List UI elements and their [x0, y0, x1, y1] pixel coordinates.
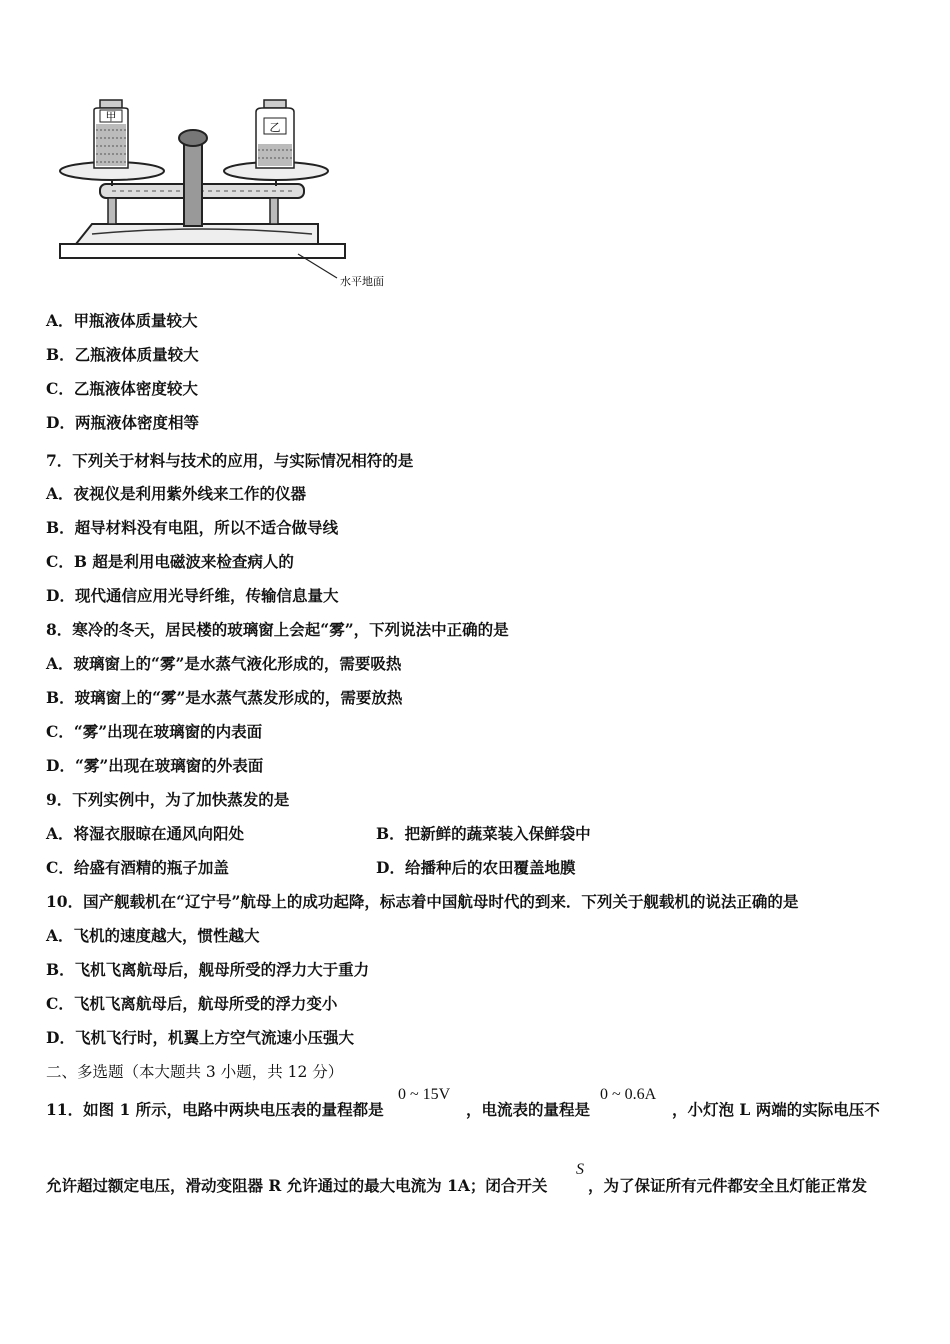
ground-label: 水平地面 — [340, 275, 384, 288]
q6-option-c: C．乙瓶液体密度较大 — [46, 379, 198, 398]
left-bottle — [94, 100, 128, 168]
q7-stem: 7．下列关于材料与技术的应用，与实际情况相符的是 — [46, 451, 414, 470]
q9-stem: 9．下列实例中，为了加快蒸发的是 — [46, 790, 290, 809]
q11-switch-symbol: S — [576, 1161, 584, 1178]
q10-stem: 10．国产舰载机在“辽宁号”航母上的成功起降，标志着中国航母时代的到来．下列关于舰载机的说法正确的是 — [46, 892, 799, 911]
q8-option-a: A．玻璃窗上的“雾”是水蒸气液化形成的，需要吸热 — [46, 654, 402, 673]
q11-voltage-range: 0 ~ 15V — [398, 1086, 451, 1103]
q8-stem: 8．寒冷的冬天，居民楼的玻璃窗上会起“雾”，下列说法中正确的是 — [46, 620, 509, 639]
ground-slab — [60, 244, 345, 258]
q11-current-range: 0 ~ 0.6A — [600, 1086, 657, 1103]
q9-option-a: A．将湿衣服晾在通风向阳处 — [46, 824, 245, 843]
q7-option-b: B．超导材料没有电阻，所以不适合做导线 — [46, 518, 339, 537]
q9-option-d: D．给播种后的农田覆盖地膜 — [376, 858, 576, 877]
q8-option-c: C．“雾”出现在玻璃窗的内表面 — [46, 722, 263, 741]
q6-option-a: A．甲瓶液体质量较大 — [46, 311, 198, 330]
q10-option-d: D．飞机飞行时，机翼上方空气流速小压强大 — [46, 1028, 354, 1047]
q9-option-c: C．给盛有酒精的瓶子加盖 — [46, 858, 229, 877]
q11-part3: ，小灯泡 L 两端的实际电压不 — [672, 1100, 880, 1119]
balance-pillar — [184, 141, 202, 226]
q7-option-d: D．现代通信应用光导纤维，传输信息量大 — [46, 586, 339, 605]
q8-option-b: B．玻璃窗上的“雾”是水蒸气蒸发形成的，需要放热 — [46, 688, 403, 707]
q11-line2-part2: ，为了保证所有元件都安全且灯能正常发 — [588, 1176, 868, 1195]
left-bottle-label: 甲 — [105, 110, 117, 123]
q10-option-c: C．飞机飞离航母后，航母所受的浮力变小 — [46, 994, 338, 1013]
right-bottle-label: 乙 — [269, 121, 281, 134]
section-heading: 二、多选题（本大题共 3 小题，共 12 分） — [46, 1063, 344, 1081]
q10-option-b: B．飞机飞离航母后，舰母所受的浮力大于重力 — [46, 960, 370, 979]
q8-option-d: D．“雾”出现在玻璃窗的外表面 — [46, 756, 264, 775]
right-bottle — [256, 100, 294, 168]
q7-option-c: C．B 超是利用电磁波来检查病人的 — [46, 552, 294, 571]
q6-option-b: B．乙瓶液体质量较大 — [46, 345, 199, 364]
balance-figure — [52, 96, 412, 296]
q11-part2: ，电流表的量程是 — [466, 1100, 591, 1119]
q10-option-a: A．飞机的速度越大，惯性越大 — [46, 926, 260, 945]
q7-option-a: A．夜视仪是利用紫外线来工作的仪器 — [46, 484, 307, 503]
q6-option-d: D．两瓶液体密度相等 — [46, 413, 199, 432]
q11-line2-part1: 允许超过额定电压，滑动变阻器 R 允许通过的最大电流为 1A；闭合开关 — [46, 1176, 548, 1195]
q11-part1: 11．如图 1 所示，电路中两块电压表的量程都是 — [46, 1100, 384, 1119]
q9-option-b: B．把新鲜的蔬菜装入保鲜袋中 — [376, 824, 591, 843]
